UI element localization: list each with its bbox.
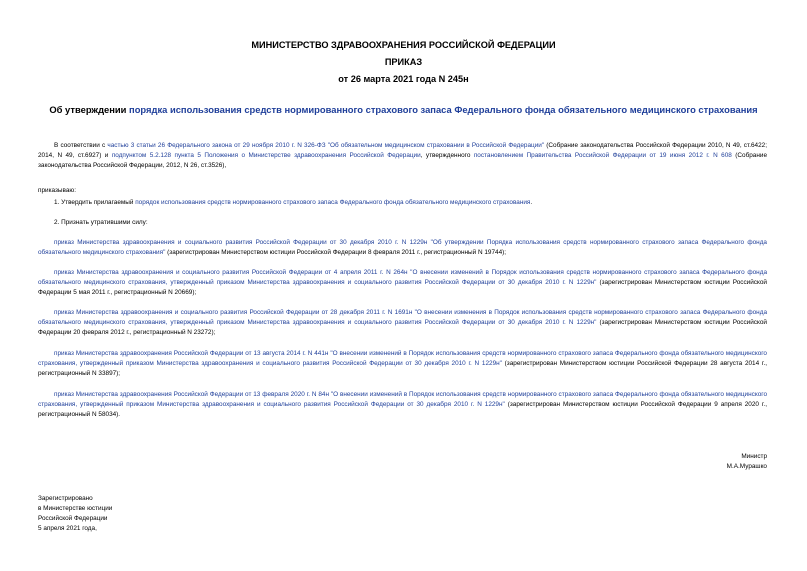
repealed-order-2-registration: (зарегистрирован Министерством юстиции Российской Федерации 5 мая 2011 г., регистрационный N 20669); [38,279,767,296]
repealed-order-1-registration: (зарегистрирован Министерством юстиции Российской Федерации 8 февраля 2011 г., регистрационный N 19744); [165,249,507,256]
repealed-order-3 [38,308,767,338]
preamble-text-3: , утвержденного [420,152,474,159]
item-2-paragraph: 2. Признать утратившими силу: [54,219,148,226]
registration-line-2: в Министерстве юстиции [38,505,113,512]
repealed-order-1 [38,238,767,258]
repealed-order-4-link[interactable]: приказ Министерства здравоохранения Российской Федерации от 13 августа 2014 г. N 441н "О внесении изменений в Порядок использования средств нормированного страхового запаса Федерального фонда обязательного медицинского страхования, утвержденный приказом Министерства здравоохранения и социального развития Российской Федерации от 30 декабря 2010 г. N 1229н" [38,350,767,367]
item-1-paragraph [38,198,767,208]
item-1-text-1: 1. Утвердить прилагаемый [54,199,136,206]
repealed-order-5-link[interactable]: приказ Министерства здравоохранения Российской Федерации от 13 февраля 2020 г. N 84н "О внесении изменений в Порядок использования средств нормированного страхового запаса Федерального фонда обязательного медицинского страхования, утвержденный приказом Министерства здравоохранения и социального развития Российской Федерации от 30 декабря 2010 г. N 1229н" [38,391,767,408]
item-1-text-2: . [530,199,533,206]
order-date-number: от 26 марта 2021 года N 245н [338,74,469,84]
repealed-order-4 [38,349,767,379]
order-title [0,104,807,116]
ministry-heading: МИНИСТЕРСТВО ЗДРАВООХРАНЕНИЯ РОССИЙСКОЙ ФЕДЕРАЦИИ [251,40,556,50]
repealed-order-2-link[interactable]: приказ Министерства здравоохранения и социального развития Российской Федерации от 4 апреля 2011 г. N 264н "О внесении изменений в Порядок использования средств нормированного страхового запаса Федерального фонда обязательного медицинского страхования, утвержденный приказом Министерства здравоохранения и социального развития Российской Федерации от 30 декабря 2010 г. N 1229н" [38,269,767,286]
repealed-order-2 [38,268,767,298]
signatory-name: М.А.Мурашко [726,463,767,470]
title-procedure-link[interactable]: порядка использования средств нормированного страхового запаса Федерального фонда обязательного медицинского страхования [129,104,758,115]
regulation-subparagraph-link[interactable]: подпунктом 5.2.128 пункта 5 Положения о Министерстве здравоохранения Российской Федерации [111,152,421,159]
signatory-position: Министр [741,453,767,460]
repealed-order-3-link[interactable]: приказ Министерства здравоохранения и социального развития Российской Федерации от 28 декабря 2011 г. N 1691н "О внесении изменения в Порядок использования средств нормированного страхового запаса Федерального фонда обязательного медицинского страхования, утвержденный приказом Министерства здравоохранения и социального развития Российской Федерации от 30 декабря 2010 г. N 1229н" [38,309,767,326]
repealed-order-4-registration: (зарегистрирован Министерством юстиции Российской Федерации 28 августа 2014 г., регистрационный N 33897); [38,360,768,377]
registration-block [38,494,112,534]
title-prefix: Об утверждении [49,104,130,115]
repealed-order-5 [38,390,767,420]
repealed-order-3-registration: (зарегистрирован Министерством юстиции Российской Федерации 20 февраля 2012 г., регистрационный N 23272); [38,319,767,336]
repealed-order-1-link[interactable]: приказ Министерства здравоохранения и социального развития Российской Федерации от 30 декабря 2010 г. N 1229н "Об утверждении Порядка использования средств нормированного страхового запаса Федерального фонда обязательного медицинского страхования" [38,239,767,256]
preamble-text-2: (Собрание законодательства Российской Федерации 2010, N 49, ст.6422; 2014, N 49, ст.6927) и [38,142,767,159]
registration-line-1: Зарегистрировано [38,495,93,502]
preamble-paragraph [38,141,767,171]
repealed-order-5-registration: (зарегистрирован Министерством юстиции Российской Федерации 9 апреля 2020 г., регистрационный N 58034). [38,401,767,418]
signature-block [727,452,767,472]
federal-law-link[interactable]: частью 3 статьи 26 Федерального закона от 29 ноября 2010 г. N 326-ФЗ "Об обязательном медицинском страховании в Российской Федерации" [107,142,545,149]
government-decree-link[interactable]: постановлением Правительства Российской Федерации от 19 июня 2012 г. N 608 [473,152,732,159]
doc-type-heading: ПРИКАЗ [384,57,423,67]
approved-procedure-link[interactable]: порядок использования средств нормированного страхового запаса Федерального фонда обязательного медицинского страхования [135,199,531,206]
registration-line-3: Российской Федерации [38,515,108,522]
preamble-text-4: (Собрание законодательства Российской Федерации, 2012, N 26, ст.3526), [38,152,768,169]
preamble-text-1: В соответствии с [54,142,108,149]
registration-line-4: 5 апреля 2021 года, [38,525,97,532]
order-word: приказываю: [38,187,76,194]
